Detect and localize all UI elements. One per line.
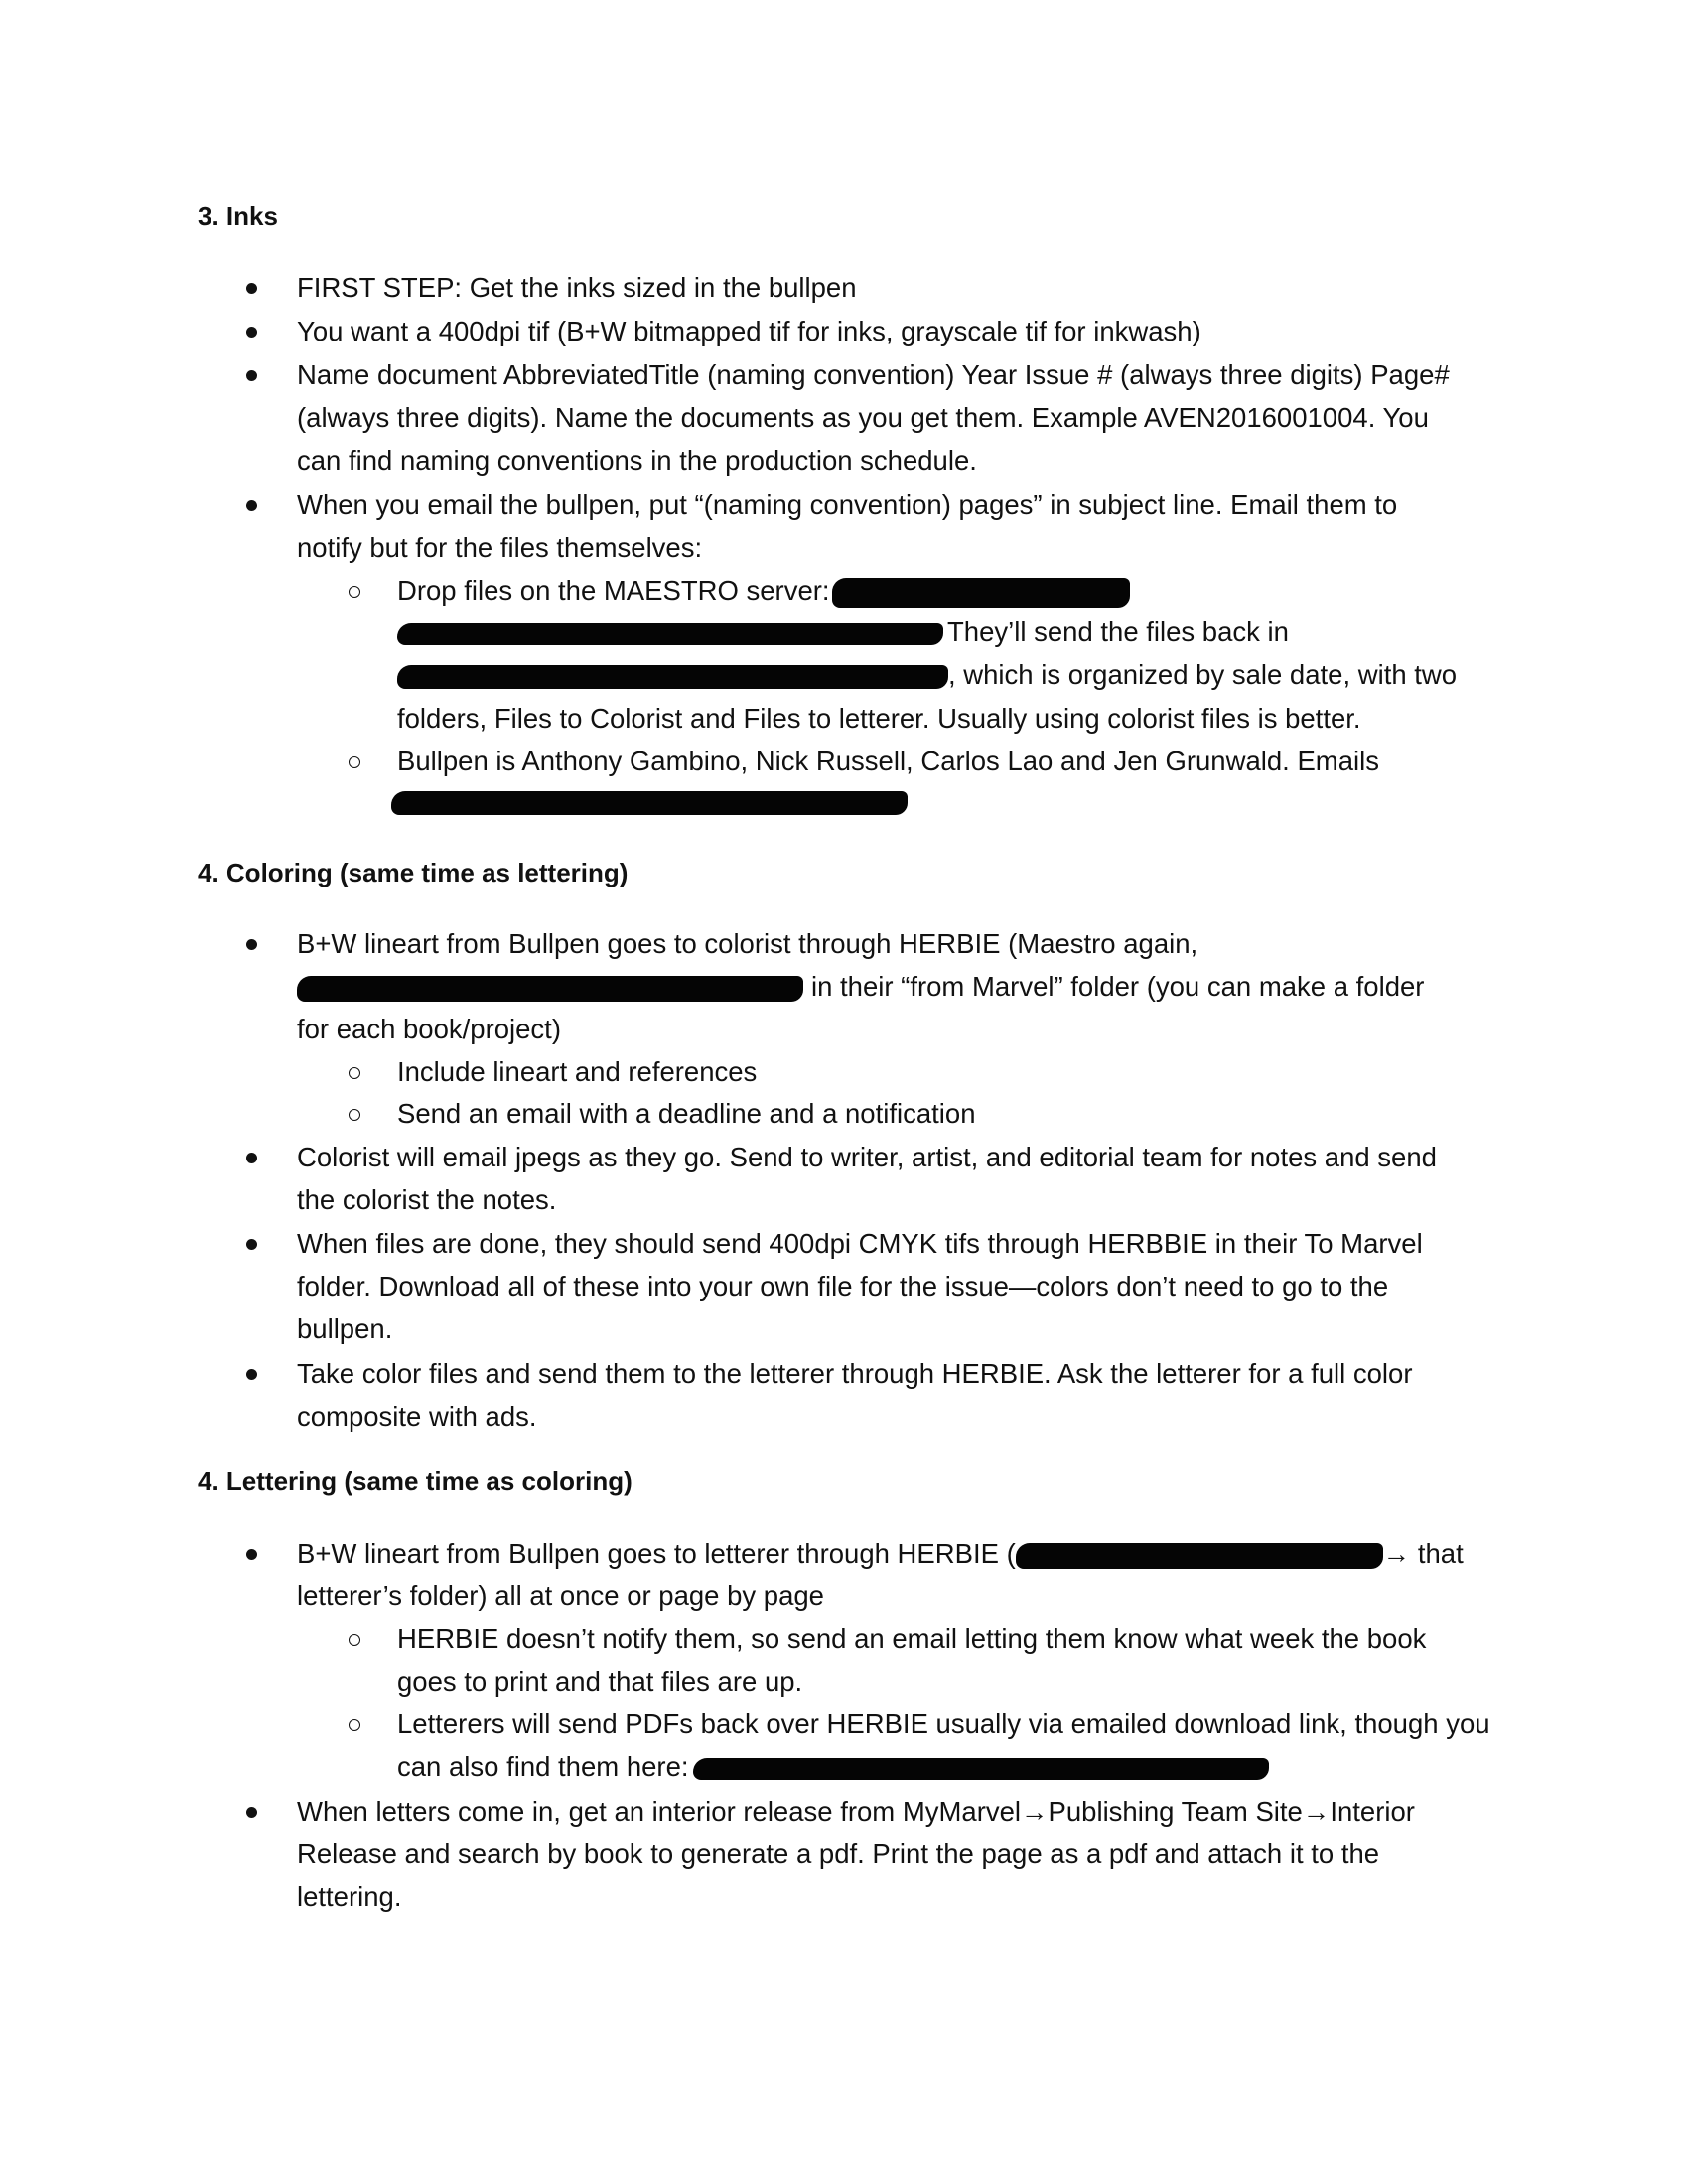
lettering-line-2: letterer’s folder) all at once or page by page — [297, 1580, 824, 1611]
bullet — [246, 370, 257, 381]
lettering-line-5: Letterers will send PDFs back over HERBIE usually via emailed download link, though you — [397, 1708, 1490, 1739]
lettering-line-9: lettering. — [297, 1881, 402, 1912]
lettering-line-8: Release and search by book to generate a pdf. Print the page as a pdf and attach it to the — [297, 1839, 1380, 1869]
sub-bullet — [349, 1719, 360, 1731]
lettering-line-6 — [397, 1749, 1269, 1785]
coloring-line-6: Colorist will email jpegs as they go. Send to writer, artist, and editorial team for notes and send — [297, 1142, 1437, 1172]
section-heading-coloring: 4. Coloring (same time as lettering) — [198, 858, 629, 887]
coloring-line-9: folder. Download all of these into your own file for the issue—colors don’t need to go to the — [297, 1271, 1389, 1301]
inks-line-11: folders, Files to Colorist and Files to letterer. Usually using colorist files is better. — [397, 703, 1361, 734]
lettering-line-1 — [297, 1536, 1464, 1571]
sub-bullet — [349, 586, 360, 598]
redaction-mark — [1016, 1543, 1383, 1569]
inks-line-7: notify but for the files themselves: — [297, 532, 703, 563]
bullet — [246, 327, 257, 338]
coloring-line-12: composite with ads. — [297, 1401, 537, 1432]
coloring-line-11: Take color files and send them to the letterer through HERBIE. Ask the letterer for a full color — [297, 1358, 1413, 1389]
inks-line-8 — [397, 573, 1130, 609]
bullet — [246, 500, 257, 511]
coloring-line-5: Send an email with a deadline and a notification — [397, 1098, 976, 1129]
arrow-right-icon: → — [1021, 1796, 1049, 1827]
redaction-mark — [391, 791, 908, 815]
inks-line-9-text: They’ll send the files back in — [947, 616, 1289, 647]
lettering-line-6-text: can also find them here: — [397, 1751, 689, 1782]
inks-line-8-text: Drop files on the MAESTRO server: — [397, 575, 830, 606]
inks-line-10 — [397, 657, 1457, 693]
redaction-mark — [397, 665, 948, 689]
lettering-line-1-text-a: B+W lineart from Bullpen goes to letterer through HERBIE ( — [297, 1538, 1016, 1569]
bullet — [246, 283, 257, 294]
inks-line-9 — [397, 614, 1289, 650]
coloring-line-1: B+W lineart from Bullpen goes to colorist through HERBIE (Maestro again, — [297, 928, 1198, 959]
section-heading-inks: 3. Inks — [198, 202, 278, 231]
bullet — [246, 1807, 257, 1818]
section-heading-lettering: 4. Lettering (same time as coloring) — [198, 1466, 633, 1496]
inks-line-3: Name document AbbreviatedTitle (naming convention) Year Issue # (always three digits) Page# — [297, 359, 1450, 390]
lettering-line-7-text-a: When letters come in, get an interior release from MyMarvel — [297, 1796, 1022, 1827]
sub-bullet — [349, 1634, 360, 1646]
arrow-right-icon: → — [1302, 1796, 1331, 1827]
coloring-line-2 — [297, 969, 1424, 1005]
lettering-line-7-text-b: Publishing Team Site — [1048, 1796, 1303, 1827]
lettering-line-1-text-b: that — [1417, 1538, 1464, 1569]
coloring-line-3: for each book/project) — [297, 1014, 561, 1044]
inks-line-4: (always three digits). Name the documents as you get them. Example AVEN2016001004. You — [297, 402, 1429, 433]
bullet — [246, 939, 257, 950]
inks-line-2: You want a 400dpi tif (B+W bitmapped tif for inks, grayscale tif for inkwash) — [297, 316, 1201, 346]
inks-line-1: FIRST STEP: Get the inks sized in the bullpen — [297, 272, 857, 303]
coloring-line-4: Include lineart and references — [397, 1056, 758, 1087]
coloring-line-8: When files are done, they should send 400dpi CMYK tifs through HERBBIE in their To Marvel — [297, 1228, 1423, 1259]
redaction-mark — [297, 976, 803, 1002]
sub-bullet — [349, 756, 360, 768]
lettering-line-4: goes to print and that files are up. — [397, 1666, 803, 1697]
lettering-line-7-text-c: Interior — [1330, 1796, 1415, 1827]
redaction-mark — [397, 623, 943, 645]
sub-bullet — [349, 1109, 360, 1121]
redaction-mark — [832, 578, 1130, 608]
inks-line-5: can find naming conventions in the production schedule. — [297, 445, 977, 476]
arrow-right-icon: → — [1382, 1538, 1411, 1569]
inks-line-12: Bullpen is Anthony Gambino, Nick Russell, Carlos Lao and Jen Grunwald. Emails — [397, 746, 1379, 776]
lettering-line-3: HERBIE doesn’t notify them, so send an email letting them know what week the book — [397, 1623, 1427, 1654]
coloring-line-10: bullpen. — [297, 1313, 393, 1344]
redaction-mark — [693, 1758, 1269, 1780]
inks-line-10-text: , which is organized by sale date, with two — [948, 659, 1458, 690]
inks-line-6: When you email the bullpen, put “(naming convention) pages” in subject line. Email them to — [297, 489, 1398, 520]
bullet — [246, 1153, 257, 1163]
coloring-line-2-text: in their “from Marvel” folder (you can make a folder — [811, 971, 1425, 1002]
sub-bullet — [349, 1067, 360, 1079]
bullet — [246, 1369, 257, 1380]
bullet — [246, 1239, 257, 1250]
bullet — [246, 1549, 257, 1560]
lettering-line-7 — [297, 1794, 1415, 1830]
coloring-line-7: the colorist the notes. — [297, 1184, 557, 1215]
